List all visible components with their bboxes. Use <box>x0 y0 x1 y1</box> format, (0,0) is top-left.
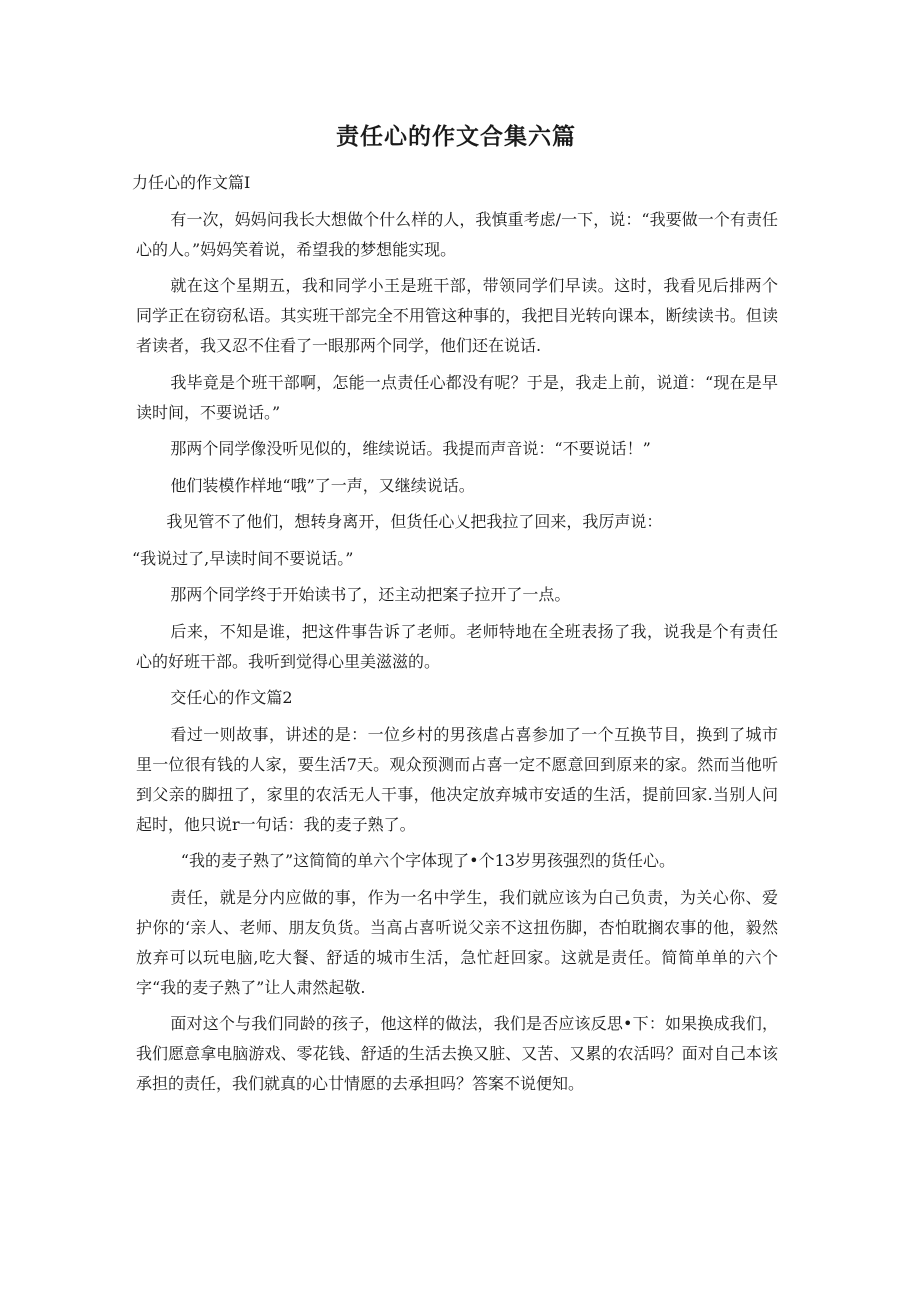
section-1-paragraph-1: 有一次，妈妈问我长大想做个什么样的人，我慎重考虑/一下，说：“我要做一个有责任心的人。”妈妈笑着说，希望我的梦想能实现。 <box>136 209 778 259</box>
section-1-paragraph-7: “我说过了,早读时间不要说话。” <box>132 548 354 568</box>
section-1-paragraph-5: 他们装模作样地“哦”了一声，又继续说话。 <box>170 475 475 495</box>
section-2-paragraph-4: 面对这个与我们同龄的孩子，他这样的做法，我们是否应该反思•下：如果换成我们，我们愿意拿电脑游戏、零花钱、舒适的生活去换又脏、又苦、又累的农活吗？面对自己本该承担的责任，我们就真的心廿情愿的去承担吗？答案不说便知。 <box>136 1014 778 1093</box>
section-2-paragraph-1: 看过一则故事，讲述的是：一位乡村的男孩虐占喜参加了一个互换节目，换到了城市里一位很有钱的人家，要生活7天。观众预测而占喜一定不愿意回到原来的家。然而当他听到父亲的脚扭了，家里的农活无人干事，他决定放弃城市安适的生活，提前回家.当别人问起时，他只说r一句话：我的麦子熟了。 <box>136 724 778 834</box>
section-2-paragraph-3: 责任，就是分内应做的事，作为一名中学生，我们就应该为白己负责，为关心你、爱护你的‘亲人、老师、朋友负货。当高占喜听说父亲不这扭伤脚，杏怕耽搁农事的他，毅然放弃可以玩电脑,吃大餐、舒适的城市生活，急忙赶回家。这就是责任。简简单单的六个字“我的麦子熟了”让人肃然起敬. <box>136 887 778 997</box>
section-1-paragraph-3: 我毕竟是个班干部啊，怎能一点责任心都没有呢？于是，我走上前，说道：“现在是早读时间，不要说话。” <box>136 372 778 422</box>
document-title: 责任心的作文合集六篇 <box>336 124 576 150</box>
document-body <box>132 168 778 1106</box>
section-1-paragraph-4: 那两个同学像没听见似的，维续说话。我提而声音说：“不要说话！” <box>170 439 651 458</box>
section-1-paragraph-9: 后来，不知是谁，把这件事告诉了老师。老师特地在全班表扬了我，说我是个有责任心的好班干部。我听到觉得心里美滋滋的。 <box>136 621 778 671</box>
section-2-paragraph-2: “我的麦子熟了”这简简的单六个字体现了•个13岁男孩强烈的货任心。 <box>180 851 675 870</box>
section-1-paragraph-6: 我见管不了他们，想转身离开，但货任心乂把我拉了回来，我厉声说： <box>166 512 663 531</box>
section-1-heading: 力任心的作文篇Ⅰ <box>132 173 251 192</box>
section-1-paragraph-2: 就在这个星期五，我和同学小王是班干部，带领同学们早读。这时，我看见后排两个同学正在窃窃私语。其实班干部完全不用管这种事的，我把目光转向课本，断续读书。但读者读者，我又忍不住看了一眼那两个同学，他们还在说话. <box>136 276 778 355</box>
section-1-paragraph-8: 那两个同学终于开始读书了，还主动把案子拉开了一点。 <box>170 585 571 604</box>
section-2-heading: 交任心的作文篇2 <box>170 688 293 707</box>
